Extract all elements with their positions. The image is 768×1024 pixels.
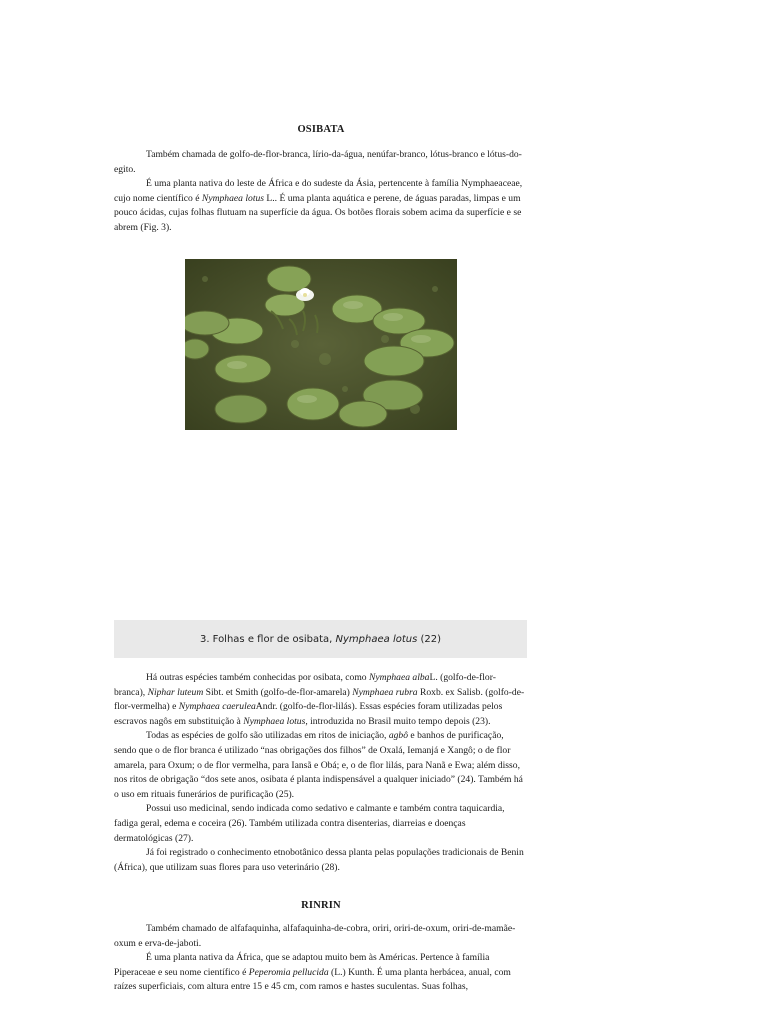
osibata-paragraph-2: É uma planta nativa do leste de África e do sudeste da Ásia, pertencente à família Nymphaeaceae, cujo nome científico é Nymphaea lotus L.. É uma planta aquática e perene, de águas paradas, limpas e um pouco ácidas, cujas folhas flutuam na superfície da água. Os botões florais sobem acima da superfície e se abrem (Fig. 3). — [114, 178, 523, 233]
details-paragraph-4: Já foi registrado o conhecimento etnobotânico dessa planta pelas populações tradicionais de Benin (África), que utilizam suas flores para uso veterinário (28). — [114, 847, 524, 873]
caption-text: 3. Folhas e flor de osibata, Nymphaea lotus (22) — [199, 633, 442, 645]
osibata-intro — [114, 148, 526, 236]
section-title-osibata: OSIBATA — [297, 124, 345, 135]
osibata-paragraph-1: Também chamada de golfo-de-flor-branca, lírio-da-água, nenúfar-branco, lótus-branco e lótus-do-egito. — [114, 149, 522, 175]
water-lily-image — [185, 259, 457, 430]
osibata-details — [114, 671, 526, 875]
figure-caption — [114, 620, 527, 658]
figure-water-lily-photo — [185, 259, 457, 430]
rinrin-paragraph-2: É uma planta nativa da África, que se adaptou muito bem às Américas. Pertence à família Piperaceae e seu nome científico é Peperomia pellucida (L.) Kunth. É uma planta herbácea, anual, com raízes superficiais, com altura entre 15 e 45 cm, com ramos e hastes suculentas. Suas folhas, — [114, 952, 511, 993]
rinrin-paragraph-1: Também chamado de alfafaquinha, alfafaquinha-de-cobra, oriri, oriri-de-oxum, oriri-de-mamãe-oxum e erva-de-jaboti. — [114, 923, 516, 949]
scientific-name: Peperomia pellucida — [248, 966, 329, 978]
details-paragraph-2: Todas as espécies de golfo são utilizadas em ritos de iniciação, agbô e banhos de purificação, sendo que o de flor branca é utilizado “nas obrigações dos filhos” de Oxalá, Iemanjá e Xangô; o de flor amarela, para Oxum; o de flor vermelha, para Iansã e Obá; e, o de flor lilás, para Nanã e Ewa; além disso, nos ritos de obrigação “dos sete anos, osibata é planta indispensável a qualquer iniciado” (24). Também há o uso em rituais funerários de purificação (25). — [114, 730, 523, 800]
details-paragraph-1: Há outras espécies também conhecidas por osibata, como Nymphaea albaL. (golfo-de-flor-branca), Niphar luteum Sibt. et Smith (golfo-de-flor-amarela) Nymphaea rubra Roxb. ex Salisb. (golfo-de-flor-vermelha) e Nymphaea caeruleaAndr. (golfo-de-flor-lilás). Essas espécies foram utilizadas pelos escravos nagôs em substituição à Nymphaea lotus, introduzida no Brasil muito tempo depois (23). — [114, 672, 525, 727]
details-paragraph-3: Possui uso medicinal, sendo indicada como sedativo e calmante e também contra taquicardia, fadiga geral, edema e coceira (26). Também utilizada contra disenterias, diarreias e doenças dermatológicas (27). — [114, 803, 505, 844]
section-title-rinrin: RINRIN — [301, 900, 341, 911]
rinrin-intro — [114, 922, 526, 995]
scientific-name: Nymphaea lotus — [201, 192, 265, 204]
caption-scientific-name: Nymphaea lotus — [335, 633, 418, 645]
